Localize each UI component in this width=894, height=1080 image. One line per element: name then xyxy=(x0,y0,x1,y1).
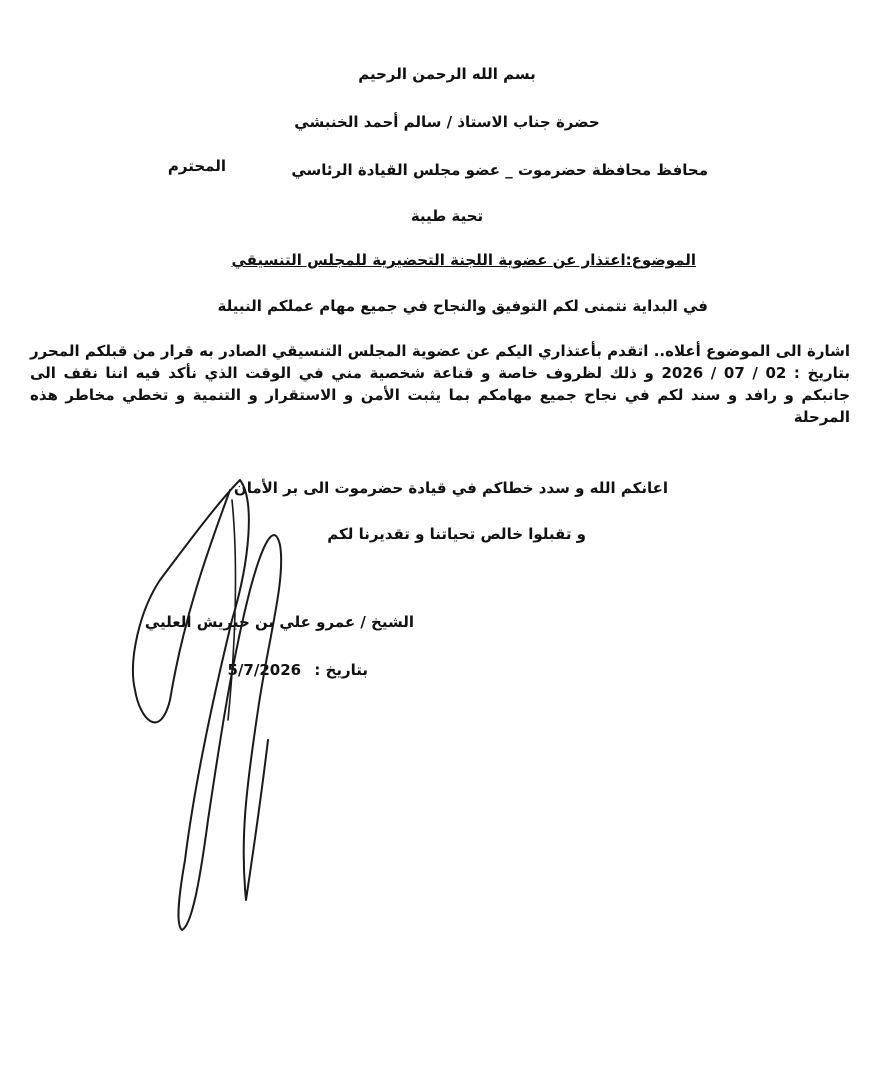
greeting: تحية طيبة xyxy=(410,207,484,225)
date-value: 5/7/2026 xyxy=(227,661,302,679)
opening-line: في البداية نتمنى لكم التوفيق والنجاح في جميع مهام عملكم النبيلة xyxy=(217,297,708,315)
signature-stroke xyxy=(133,480,281,930)
signer-name: الشيخ / عمرو علي بن حبريش العليي xyxy=(144,613,414,631)
honorific: المحترم xyxy=(167,157,226,175)
addressee-title: محافظ محافظة حضرموت _ عضو مجلس القيادة الرئاسي xyxy=(291,161,708,179)
basmala: بسم الله الرحمن الرحيم xyxy=(358,65,536,83)
body-paragraph: اشارة الى الموضوع أعلاه.. اتقدم بأعتذاري اليكم عن عضوية المجلس التنسيقي الصادر به قرار من قبلكم المحرر بتاريخ : 02 / 07 / 2026 و ذلك لظروف خاصة و قناعة شخصية مني في الوقت الذي نأكد فيه اننا نقف الى جانبكم و رافد و سند لكم في نجاح جميع مهامكم بما يثبت الأمن و الاستقرار و التنمية و تخطي مخاطر هذه المرحلة xyxy=(30,342,850,426)
date-label: بتاريخ : xyxy=(314,661,368,679)
signature-accent xyxy=(228,500,235,720)
subject-text: اعتذار عن عضوية اللجنة التحضيرية للمجلس التنسيقي xyxy=(231,251,626,269)
closing-line: و تقبلوا خالص تحياتنا و تقديرنا لكم xyxy=(327,525,586,543)
wish-line: اعانكم الله و سدد خطاكم في قيادة حضرموت الى بر الأمان xyxy=(233,479,668,497)
subject-line xyxy=(231,250,696,270)
subject-prefix: الموضوع: xyxy=(625,251,696,269)
addressee-line: حضرة جناب الاستاذ / سالم أحمد الخنبشي xyxy=(294,113,600,131)
date-line xyxy=(227,660,368,680)
